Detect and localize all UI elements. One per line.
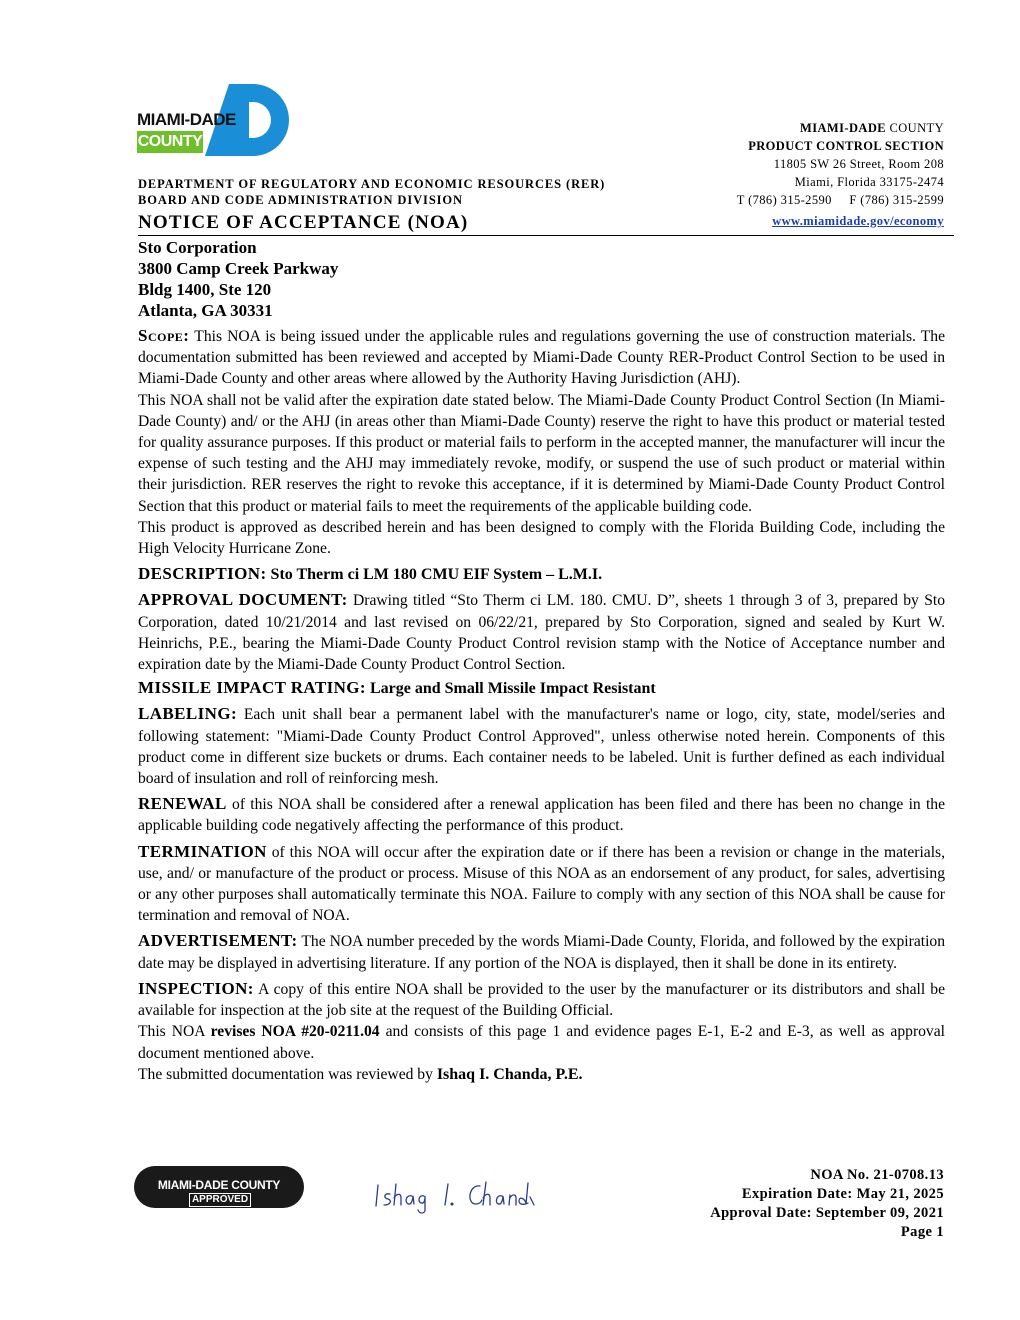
renewal-section: RENEWAL of this NOA shall be considered after a renewal application has been filed and there has been no change in the applicable building code negatively affecting the performance of this product. — [138, 794, 945, 835]
revised-noa-number: revises NOA #20-0211.04 — [210, 1023, 380, 1041]
badge-county-text: MIAMI-DADE COUNTY — [157, 1178, 281, 1192]
department-heading — [138, 176, 605, 208]
validity-paragraph: This NOA shall not be valid after the expiration date stated below. The Miami-Dade County Product Control Section (In Miami-Dade County) and/ or the AHJ (in areas other than Miami-Dade County) reserve the right to have this product or material tested for quality assurance purposes. If this product or material fails to perform in the accepted manner, the manufacturer will incur the expense of such testing and the AHJ may immediately revoke, modify, or suspend the use of such product or material within their jurisdiction. RER reserves the right to revoke this acceptance, if it is determined by Miami-Dade County Product Control Section that this product or material fails to meet the requirements of the applicable building code. — [138, 391, 945, 515]
department-line: DEPARTMENT OF REGULATORY AND ECONOMIC RESOURCES (RER) — [138, 177, 606, 191]
website-link[interactable]: www.miamidade.gov/economy — [772, 214, 944, 228]
recipient-address — [138, 237, 338, 321]
approval-document-label: APPROVAL DOCUMENT: — [138, 590, 348, 610]
header-divider — [138, 235, 954, 236]
approved-badge — [134, 1166, 304, 1208]
expiration-date: Expiration Date: May 21, 2025 — [741, 1186, 944, 1202]
revision-paragraph: This NOA revises NOA #20-0211.04 and consists of this page 1 and evidence pages E-1, E-2 and E-3, as well as approval document mentioned above. — [138, 1023, 945, 1062]
compliance-paragraph: This product is approved as described herein and has been designed to comply with the Florida Building Code, including the High Velocity Hurricane Zone. — [138, 518, 945, 558]
city-address: Miami, Florida 33175-2474 — [794, 175, 944, 189]
page-number: Page 1 — [900, 1224, 944, 1240]
noa-number: NOA No. 21-0708.13 — [810, 1167, 944, 1183]
reviewer-paragraph: The submitted documentation was reviewed by Ishaq I. Chanda, P.E. — [138, 1065, 583, 1083]
section-name: PRODUCT CONTROL SECTION — [748, 139, 944, 153]
division-line: BOARD AND CODE ADMINISTRATION DIVISION — [138, 193, 463, 207]
labeling-label: LABELING: — [138, 704, 238, 724]
address-line: Bldg 1400, Ste 120 — [138, 280, 272, 299]
reviewer-signature — [372, 1176, 542, 1216]
street-address: 11805 SW 26 Street, Room 208 — [773, 157, 944, 171]
scope-paragraph: Scope: This NOA is being issued under the applicable rules and regulations governing the use of construction materials. The documentation submitted has been reviewed and accepted by Miami-Dade County RER-Product Control Section to be used in Miami-Dade County and other areas where allowed by the Authority Having Jurisdiction (AHJ). — [138, 326, 945, 388]
company-name: Sto Corporation — [138, 238, 257, 257]
phone-fax: T (786) 315-2590 F (786) 315-2599 — [736, 193, 944, 207]
advertisement-section: ADVERTISEMENT: The NOA number preceded by the words Miami-Dade County, Florida, and followed by the expiration date may be displayed in advertising literature. If any portion of the NOA is displayed, then it shall be done in its entirety. — [138, 931, 945, 972]
missile-impact-label: MISSILE IMPACT RATING: — [138, 678, 366, 698]
scope-label: Scope: — [138, 326, 190, 345]
labeling-section: LABELING: Each unit shall bear a permanent label with the manufacturer's name or logo, city, state, model/series and following statement: "Miami-Dade County Product Control Approved", unless otherwise noted herein. Components of this product come in different size buckets or drums. Each container needs to be labeled. Unit is further defined as each individual board of insulation and roll of reinforcing mesh. — [138, 704, 945, 788]
approval-date: Approval Date: September 09, 2021 — [710, 1205, 944, 1221]
county-name: MIAMI-DADE COUNTY — [800, 121, 944, 135]
termination-label: TERMINATION — [138, 841, 267, 861]
office-contact-block — [737, 119, 944, 230]
approval-document-section: APPROVAL DOCUMENT: Drawing titled “Sto Therm ci LM. 180. CMU. D”, sheets 1 through 3 of 3, prepared by Sto Corporation, dated 10/21/2014 and last revised on 06/22/21, prepared by Sto Corporation, signed and sealed by Kurt W. Heinrichs, P.E., bearing the Miami-Dade County Product Control revision stamp with the Notice of Acceptance number and expiration date by the Miami-Dade County Product Control Section. — [138, 590, 945, 674]
address-line: 3800 Camp Creek Parkway — [138, 259, 339, 278]
logo-county-text: COUNTY — [137, 131, 203, 153]
inspection-label: INSPECTION: — [138, 978, 254, 998]
logo-miami-dade-text: MIAMI-DADE — [137, 110, 236, 129]
advertisement-label: ADVERTISEMENT: — [138, 931, 298, 951]
noa-details-block — [710, 1166, 944, 1242]
address-line: Atlanta, GA 30331 — [138, 301, 273, 320]
renewal-label: RENEWAL — [138, 794, 227, 814]
notice-body — [138, 325, 945, 1085]
description-section: DESCRIPTION: Sto Therm ci LM 180 CMU EIF System – L.M.I. — [138, 564, 603, 584]
inspection-section: INSPECTION: A copy of this entire NOA shall be provided to the user by the manufacturer or its distributors and shall be available for inspection at the job site at the request of the Building Official. — [138, 978, 945, 1020]
termination-section: TERMINATION of this NOA will occur after the expiration date or if there has been a revision or change in the materials, use, and/ or manufacture of the product or process. Misuse of this NOA as an endorsement of any product, for sales, advertising or any other purposes shall automatically terminate this NOA. Failure to comply with any section of this NOA shall be cause for termination and removal of NOA. — [138, 841, 945, 925]
page-title: NOTICE OF ACCEPTANCE (NOA) — [138, 212, 469, 233]
missile-impact-section: MISSILE IMPACT RATING: Large and Small Missile Impact Resistant — [138, 678, 656, 698]
badge-approved-text: APPROVED — [189, 1193, 251, 1207]
description-label: DESCRIPTION: — [138, 564, 267, 584]
reviewer-name: Ishaq I. Chanda, P.E. — [436, 1065, 583, 1083]
miami-dade-county-logo — [137, 84, 289, 156]
